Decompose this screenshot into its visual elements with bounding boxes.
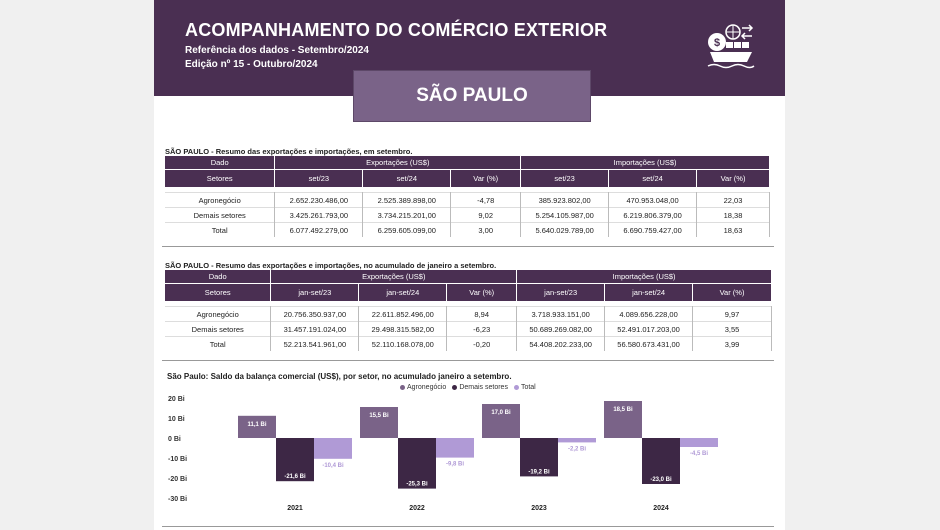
row-label: Agronegócio: [165, 307, 271, 322]
table-cell: 3.718.933.151,00: [517, 307, 605, 322]
x-tick-label: 2021: [287, 505, 303, 512]
chart-title: São Paulo: Saldo da balança comercial (US$), por setor, no acumulado janeiro a setembro.: [167, 372, 512, 381]
col-header: jan-set/24: [359, 284, 447, 302]
col-header: jan-set/23: [271, 284, 359, 302]
header-dado: Dado: [165, 270, 271, 284]
row-label: Agronegócio: [165, 193, 275, 208]
header-importacoes: Importações (US$): [517, 270, 772, 284]
header-setores: Setores: [165, 170, 275, 188]
table-cell: 6.259.605.099,00: [363, 223, 451, 238]
header-setores: Setores: [165, 284, 271, 302]
table1-title: SÃO PAULO - Resumo das exportações e importações, em setembro.: [165, 147, 413, 156]
table-cell: 18,38: [697, 208, 770, 223]
col-header: jan-set/23: [517, 284, 605, 302]
table-cell: 6.690.759.427,00: [609, 223, 697, 238]
data-label: 11,1 Bi: [247, 421, 267, 428]
table-cell: 31.457.191.024,00: [271, 322, 359, 337]
table-cell: 5.254.105.987,00: [521, 208, 609, 223]
table2-title: SÃO PAULO - Resumo das exportações e importações, no acumulado de janeiro a setembro.: [165, 261, 497, 270]
y-tick-label: 0 Bi: [168, 436, 181, 443]
legend-label: Demais setores: [459, 384, 508, 391]
y-tick-label: 10 Bi: [168, 416, 185, 423]
data-label: -10,4 Bi: [322, 462, 344, 469]
header-exportacoes: Exportações (US$): [271, 270, 517, 284]
table-cell: 52.213.541.961,00: [271, 337, 359, 352]
table-row: [165, 193, 770, 208]
bar-total: [314, 438, 352, 459]
section-divider: [162, 526, 774, 527]
x-tick-label: 2022: [409, 505, 425, 512]
col-header: Var (%): [697, 170, 770, 188]
table-cell: 3.425.261.793,00: [275, 208, 363, 223]
table-row: [165, 307, 772, 322]
table-row: [165, 337, 772, 352]
table-cell: 50.689.269.082,00: [517, 322, 605, 337]
table-acumulado: [165, 270, 772, 351]
bar-total: [558, 438, 596, 442]
bar-total: [436, 438, 474, 458]
table-cell: 8,94: [447, 307, 517, 322]
table-cell: -6,23: [447, 322, 517, 337]
data-label: -4,5 Bi: [689, 451, 709, 457]
table-cell: 9,97: [693, 307, 772, 322]
table-cell: 56.580.673.431,00: [605, 337, 693, 352]
table-row: [165, 223, 770, 238]
data-label: -19,2 Bi: [528, 469, 550, 476]
table-cell: 52.110.168.078,00: [359, 337, 447, 352]
header-dado: Dado: [165, 156, 275, 170]
table-cell: 3,99: [693, 337, 772, 352]
table-cell: 29.498.315.582,00: [359, 322, 447, 337]
col-header: set/23: [521, 170, 609, 188]
col-header: set/24: [609, 170, 697, 188]
table-cell: 9,02: [451, 208, 521, 223]
col-header: set/23: [275, 170, 363, 188]
reference-text: Referência dos dados - Setembro/2024: [185, 45, 369, 56]
table-cell: 52.491.017.203,00: [605, 322, 693, 337]
table-cell: 20.756.350.937,00: [271, 307, 359, 322]
y-tick-label: -30 Bi: [168, 496, 188, 503]
x-tick-label: 2023: [531, 505, 547, 512]
state-label: SÃO PAULO: [353, 70, 591, 122]
row-label: Total: [165, 337, 271, 352]
data-label: -25,3 Bi: [406, 481, 428, 488]
report-page: [154, 0, 785, 530]
report-title: ACOMPANHAMENTO DO COMÉRCIO EXTERIOR: [185, 20, 608, 40]
table-cell: -4,78: [451, 193, 521, 208]
table-cell: 3.734.215.201,00: [363, 208, 451, 223]
table-cell: -0,20: [447, 337, 517, 352]
row-label: Demais setores: [165, 208, 275, 223]
header-importacoes: Importações (US$): [521, 156, 770, 170]
table-row: [165, 208, 770, 223]
table-cell: 5.640.029.789,00: [521, 223, 609, 238]
table-cell: 385.923.802,00: [521, 193, 609, 208]
table-cell: 3,55: [693, 322, 772, 337]
header-exportacoes: Exportações (US$): [275, 156, 521, 170]
svg-text:$: $: [713, 37, 721, 49]
table-cell: 2.652.230.486,00: [275, 193, 363, 208]
bar-agronegócio: [360, 407, 398, 438]
table-row: [165, 322, 772, 337]
table-cell: 6.219.806.379,00: [609, 208, 697, 223]
y-tick-label: -10 Bi: [168, 456, 188, 463]
data-label: 18,5 Bi: [613, 407, 633, 413]
table-cell: 470.953.048,00: [609, 193, 697, 208]
legend-label: Agronegócio: [407, 384, 447, 391]
col-header: Var (%): [451, 170, 521, 188]
table-cell: 18,63: [697, 223, 770, 238]
data-label: 15,5 Bi: [369, 413, 389, 419]
row-label: Total: [165, 223, 275, 238]
row-label: Demais setores: [165, 322, 271, 337]
legend-label: Total: [520, 384, 536, 391]
table-cell: 22,03: [697, 193, 770, 208]
table-cell: 6.077.492.279,00: [275, 223, 363, 238]
table-cell: 22.611.852.496,00: [359, 307, 447, 322]
balance-bar-chart: [154, 390, 785, 520]
table-cell: 54.408.202.233,00: [517, 337, 605, 352]
section-divider: [162, 360, 774, 361]
col-header: jan-set/24: [605, 284, 693, 302]
y-tick-label: 20 Bi: [168, 396, 185, 403]
data-label: 17,0 Bi: [491, 410, 511, 416]
data-label: -23,0 Bi: [650, 477, 672, 483]
data-label: -9,8 Bi: [445, 461, 465, 468]
data-label: -2,2 Bi: [567, 446, 587, 453]
data-label: -21,6 Bi: [284, 474, 306, 481]
table-setembro: [165, 156, 770, 237]
col-header: Var (%): [447, 284, 517, 302]
ship-trade-icon: [704, 22, 756, 70]
table-cell: 3,00: [451, 223, 521, 238]
section-divider: [162, 246, 774, 247]
y-tick-label: -20 Bi: [168, 476, 188, 483]
col-header: Var (%): [693, 284, 772, 302]
col-header: set/24: [363, 170, 451, 188]
edition-text: Edição nº 15 - Outubro/2024: [185, 59, 318, 70]
x-tick-label: 2024: [653, 505, 669, 512]
bar-total: [680, 438, 718, 447]
table-cell: 2.525.389.898,00: [363, 193, 451, 208]
table-cell: 4.089.656.228,00: [605, 307, 693, 322]
